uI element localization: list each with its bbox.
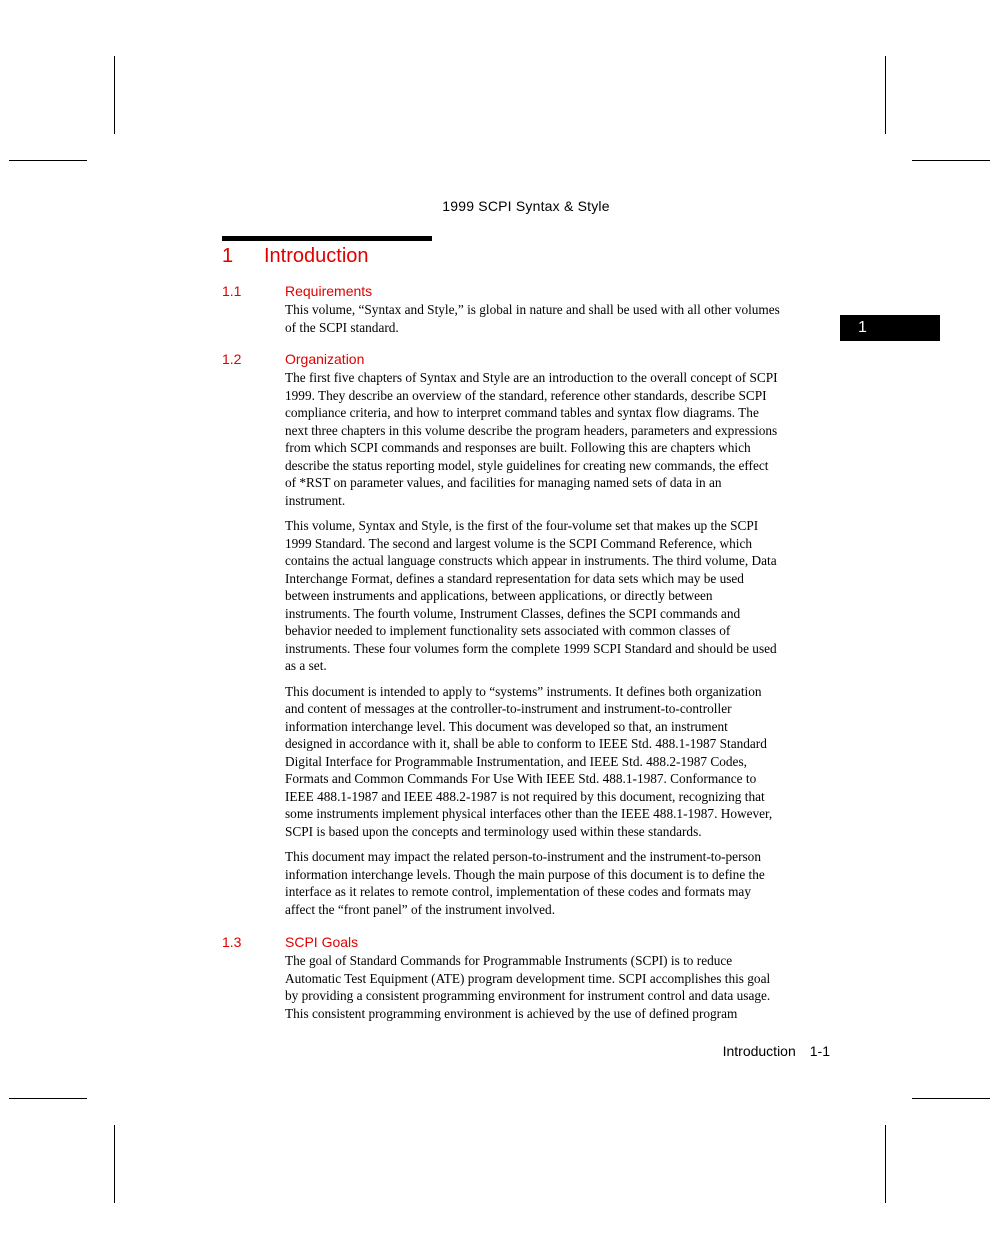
text-line: by providing a consistent programming environment for instrument control and data usage. — [285, 988, 771, 1003]
text-line: Digital Interface for Programmable Instrumentation, and IEEE Std. 488.2-1987 Codes, — [285, 753, 747, 769]
crop-mark-bottom-right-vertical — [885, 1125, 886, 1203]
paragraph — [285, 848, 830, 918]
text-line: Automatic Test Equipment (ATE) program development time. SCPI accomplishes this goal — [285, 970, 771, 986]
section-scpi-goals — [222, 934, 830, 1022]
text-line: affect the “front panel” of the instrument involved. — [285, 901, 556, 917]
section-heading — [222, 934, 830, 952]
text-line: instrument. — [285, 492, 346, 508]
text-line: instruments. The fourth volume, Instrument Classes, defines the SCPI commands and — [285, 605, 741, 621]
crop-mark-bottom-left-horizontal — [9, 1098, 87, 1099]
text-line: This volume, Syntax and Style, is the first of the four-volume set that makes up the SCPI — [285, 518, 759, 533]
text-line: This document is intended to apply to “systems” instruments. It defines both organization — [285, 683, 762, 699]
chapter-tab: 1 — [840, 315, 940, 341]
section-heading — [222, 351, 830, 369]
text-line: information interchange levels. Though the main purpose of this document is to define the — [285, 866, 765, 882]
text-line: compliance criteria, and how to interpret command tables and syntax flow diagrams. The — [285, 405, 759, 420]
text-line: next three chapters in this volume describe the program headers, parameters and expressions — [285, 422, 778, 438]
section-title: Organization — [285, 351, 365, 367]
section-title: SCPI Goals — [285, 934, 359, 950]
text-line: information interchange level. This document was developed so that, an instrument — [285, 718, 728, 734]
crop-mark-top-right-vertical — [885, 56, 886, 134]
section-number: 1.3 — [222, 934, 242, 950]
text-line: and content of messages at the controller-to-instrument and instrument-to-controller — [285, 701, 732, 716]
text-line: contains the actual language constructs which appear in instruments. The third volume, Data — [285, 553, 777, 568]
chapter-title: Introduction — [264, 245, 369, 267]
text-line: of the SCPI standard. — [285, 319, 399, 335]
text-line: of *RST on parameter values, and facilities for managing named sets of data in an — [285, 475, 722, 490]
text-line: as a set. — [285, 658, 327, 673]
text-line: This document may impact the related person-to-instrument and the instrument-to-person — [285, 849, 761, 864]
paragraph — [285, 952, 830, 1022]
section-heading — [222, 283, 830, 301]
paragraph — [285, 517, 830, 675]
text-line: Formats and Common Commands For Use With IEEE Std. 488.1-1987. Conformance to — [285, 771, 757, 786]
section-requirements — [222, 283, 830, 336]
text-line: Interchange Format, defines a standard representation for data sets which may be used — [285, 570, 744, 586]
text-line: instruments. These four volumes form the complete 1999 SCPI Standard and should be used — [285, 640, 777, 656]
text-line: describe the status reporting model, style guidelines for creating new commands, the effect — [285, 457, 769, 473]
text-line: some instruments implement physical interfaces other than the IEEE 488.1-1987. However, — [285, 806, 773, 821]
section-organization — [222, 351, 830, 918]
text-line: between instruments and applications, between applications, or directly between — [285, 588, 713, 603]
footer-label: Introduction — [722, 1043, 796, 1059]
crop-mark-top-left-vertical — [114, 56, 115, 134]
page-number: 1-1 — [809, 1043, 830, 1059]
text-line: SCPI is based upon the concepts and terminology used within these standards. — [285, 823, 702, 839]
text-line: 1999 Standard. The second and largest volume is the SCPI Command Reference, which — [285, 535, 753, 551]
text-line: This volume, “Syntax and Style,” is global in nature and shall be used with all other volumes — [285, 302, 780, 317]
crop-mark-bottom-left-vertical — [114, 1125, 115, 1203]
text-line: IEEE 488.1-1987 and IEEE 488.2-1987 is not required by this document, recognizing that — [285, 788, 765, 804]
chapter-heading — [222, 245, 369, 268]
crop-mark-top-left-horizontal — [9, 160, 87, 161]
crop-mark-top-right-horizontal — [912, 160, 990, 161]
section-number: 1.2 — [222, 351, 242, 367]
text-line: This consistent programming environment is achieved by the use of defined program — [285, 1005, 738, 1021]
section-number: 1.1 — [222, 283, 242, 299]
text-line: interface as it relates to remote control, implementation of these codes and formats may — [285, 884, 751, 899]
text-line: from which SCPI commands and responses are built. Following this are chapters which — [285, 440, 751, 455]
section-title: Requirements — [285, 283, 373, 299]
paragraph — [285, 683, 830, 841]
text-line: designed in accordance with it, shall be able to conform to IEEE Std. 488.1-1987 Standard — [285, 736, 767, 751]
crop-mark-bottom-right-horizontal — [912, 1098, 990, 1099]
running-footer — [600, 1043, 830, 1059]
chapter-number: 1 — [222, 245, 234, 267]
text-line: behavior needed to implement functionality sets associated with common classes of — [285, 623, 731, 638]
paragraph — [285, 369, 830, 509]
text-line: The goal of Standard Commands for Programmable Instruments (SCPI) is to reduce — [285, 953, 733, 968]
running-header: 1999 SCPI Syntax & Style — [442, 198, 610, 214]
paragraph — [285, 301, 830, 336]
text-line: The first five chapters of Syntax and Style are an introduction to the overall concept of SCPI — [285, 370, 778, 385]
chapter-rule — [222, 236, 432, 241]
text-line: 1999. They describe an overview of the standard, reference other standards, describe SCPI — [285, 387, 767, 403]
